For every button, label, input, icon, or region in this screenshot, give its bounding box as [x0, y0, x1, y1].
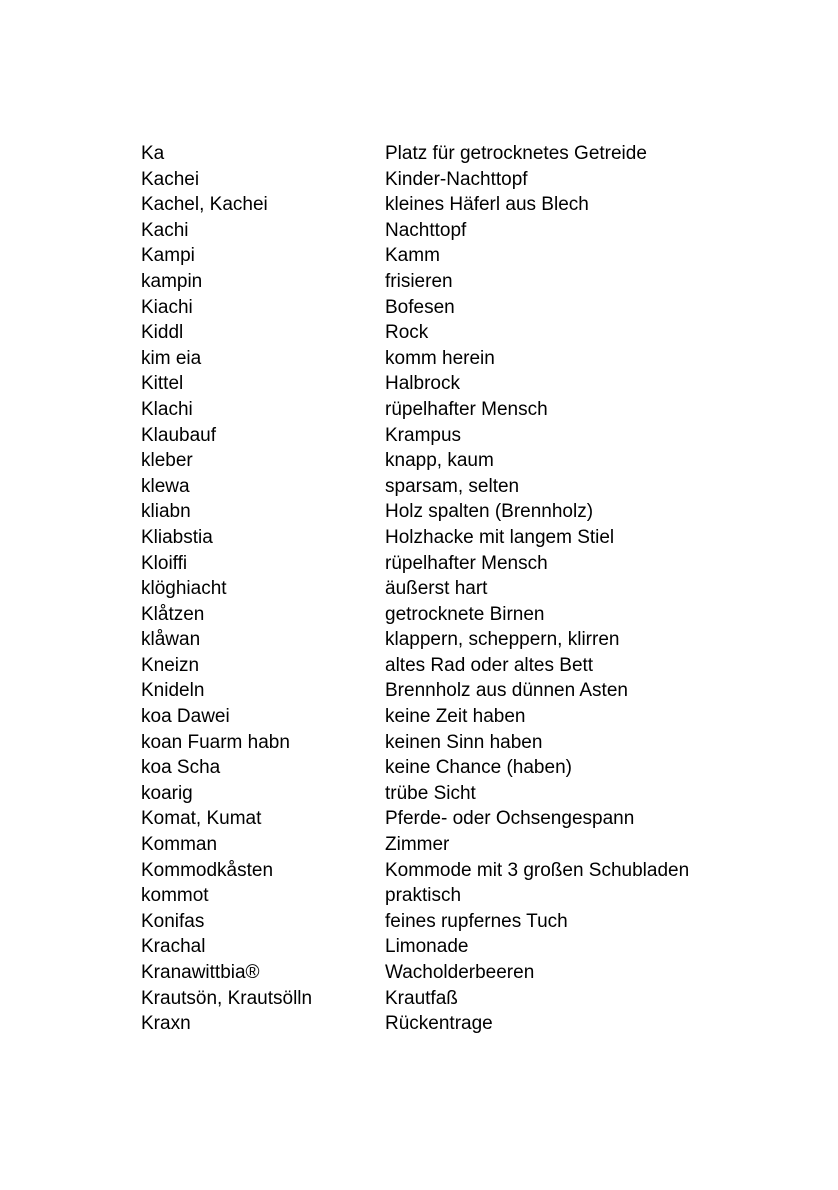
term: koa Dawei — [141, 706, 230, 728]
term: koa Scha — [141, 757, 221, 779]
glossary-row — [141, 832, 741, 858]
glossary-row — [141, 474, 741, 500]
meaning: komm herein — [385, 347, 495, 369]
glossary-row — [141, 167, 741, 193]
meaning: rüpelhafter Mensch — [385, 552, 548, 574]
glossary-row — [141, 602, 741, 628]
meaning: rüpelhafter Mensch — [385, 398, 548, 420]
glossary-row — [141, 346, 741, 372]
glossary-row — [141, 423, 741, 449]
term: Krachal — [141, 936, 206, 958]
glossary-row — [141, 960, 741, 986]
meaning: Wacholderbeeren — [385, 962, 535, 983]
glossary-row — [141, 883, 741, 909]
glossary-row — [141, 678, 741, 704]
glossary-row — [141, 986, 741, 1012]
meaning: keine Zeit haben — [385, 706, 526, 728]
meaning: Brennholz aus dünnen Asten — [385, 680, 628, 702]
term: Kachei — [141, 168, 200, 190]
meaning: Pferde- oder Ochsengespann — [385, 808, 635, 830]
term: Konifas — [141, 910, 205, 932]
glossary-row — [141, 192, 741, 218]
meaning: Rückentrage — [385, 1013, 493, 1035]
glossary-row — [141, 576, 741, 602]
term: klewa — [141, 475, 190, 497]
meaning: Kommode mit 3 großen Schubladen — [385, 859, 690, 881]
meaning: keinen Sinn haben — [385, 731, 543, 753]
meaning: knapp, kaum — [385, 450, 494, 472]
term: Kampi — [141, 245, 195, 267]
term: Kraxn — [141, 1013, 191, 1035]
glossary-row — [141, 627, 741, 653]
term: Klachi — [141, 398, 193, 420]
meaning: trübe Sicht — [385, 782, 476, 804]
glossary-row — [141, 295, 741, 321]
term: Kranawittbia® — [141, 962, 260, 983]
term: kleber — [141, 450, 193, 472]
glossary-row — [141, 397, 741, 423]
meaning: Zimmer — [385, 834, 450, 856]
meaning: altes Rad oder altes Bett — [385, 654, 594, 676]
meaning: Platz für getrocknetes Getreide — [385, 143, 647, 164]
meaning: praktisch — [385, 885, 462, 907]
meaning: Rock — [385, 322, 429, 344]
glossary-row — [141, 551, 741, 577]
glossary-row — [141, 525, 741, 551]
meaning: Holz spalten (Brennholz) — [385, 501, 594, 523]
meaning: Limonade — [385, 936, 469, 958]
glossary-row — [141, 269, 741, 295]
term: kliabn — [141, 501, 191, 523]
meaning: Halbrock — [385, 373, 460, 395]
term: kim eia — [141, 347, 202, 369]
meaning: Kamm — [385, 245, 440, 267]
term: Kloiffi — [141, 552, 188, 574]
meaning: kleines Häferl aus Blech — [385, 194, 589, 216]
meaning: Krampus — [385, 424, 462, 446]
term: Komat, Kumat — [141, 808, 262, 830]
glossary-row — [141, 218, 741, 244]
term: Kiddl — [141, 322, 184, 344]
glossary-row — [141, 704, 741, 730]
meaning: klappern, scheppern, klirren — [385, 629, 620, 651]
glossary-row — [141, 1011, 741, 1037]
meaning: sparsam, selten — [385, 475, 520, 497]
glossary-row — [141, 858, 741, 884]
term: Klåtzen — [141, 603, 205, 625]
glossary-row — [141, 371, 741, 397]
meaning: äußerst hart — [385, 578, 488, 600]
glossary-row — [141, 653, 741, 679]
glossary-row — [141, 320, 741, 346]
glossary-row — [141, 730, 741, 756]
term: kampin — [141, 270, 203, 292]
term: koan Fuarm habn — [141, 731, 290, 753]
meaning: Kinder-Nachttopf — [385, 168, 528, 190]
meaning: frisieren — [385, 270, 453, 292]
term: Klaubauf — [141, 424, 217, 446]
glossary-list — [141, 141, 741, 1037]
term: koarig — [141, 782, 193, 804]
term: Kneizn — [141, 654, 200, 676]
meaning: feines rupfernes Tuch — [385, 910, 568, 932]
glossary-row — [141, 448, 741, 474]
meaning: Krautfaß — [385, 987, 458, 1009]
glossary-row — [141, 909, 741, 935]
term: kommot — [141, 885, 209, 907]
glossary-row — [141, 755, 741, 781]
glossary-row — [141, 806, 741, 832]
glossary-row — [141, 243, 741, 269]
meaning: keine Chance (haben) — [385, 757, 572, 779]
meaning: getrocknete Birnen — [385, 603, 545, 625]
glossary-row — [141, 499, 741, 525]
term: Kiachi — [141, 296, 193, 318]
glossary-row — [141, 781, 741, 807]
meaning: Bofesen — [385, 296, 455, 318]
meaning: Holzhacke mit langem Stiel — [385, 526, 615, 548]
glossary-row — [141, 934, 741, 960]
term: Knideln — [141, 680, 205, 702]
meaning: Nachttopf — [385, 219, 467, 241]
term: Kommodkåsten — [141, 859, 274, 881]
term: Ka — [141, 143, 165, 164]
term: Kachel, Kachei — [141, 194, 268, 216]
glossary-row — [141, 141, 741, 167]
term: klöghiacht — [141, 578, 227, 600]
term: Kliabstia — [141, 526, 213, 548]
term: Komman — [141, 834, 218, 856]
term: klåwan — [141, 629, 201, 651]
term: Kittel — [141, 373, 184, 395]
term: Kachi — [141, 219, 189, 241]
term: Krautsön, Krautsölln — [141, 987, 313, 1009]
